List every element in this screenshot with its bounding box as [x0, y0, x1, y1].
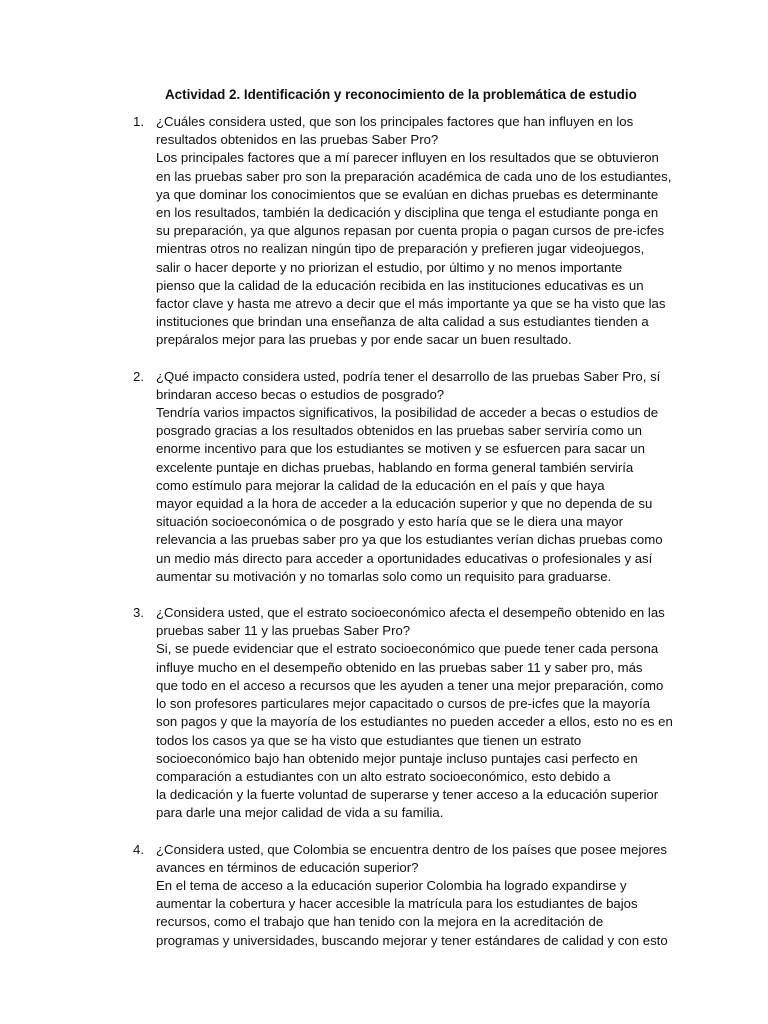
answer-text-line: comparación a estudiantes con un alto estrato socioeconómico, esto debido a — [156, 768, 611, 784]
answer-text-line: la dedicación y la fuerte voluntad de superarse y tener acceso a la educación superior — [156, 787, 659, 803]
answer-text-line: socioeconómico bajo han obtenido mejor puntaje incluso puntajes casi perfecto en — [156, 750, 638, 766]
question-item — [133, 841, 673, 950]
question-item — [133, 113, 673, 350]
answer-text-line: pienso que la calidad de la educación recibida en las instituciones educativas es un — [156, 277, 644, 293]
answer-text-line: son pagos y que la mayoría de los estudiantes no pueden acceder a ellos, esto no es en — [156, 714, 673, 730]
answer-text-line: excelente puntaje en dichas pruebas, hablando en forma general también serviría — [156, 459, 634, 475]
question-number: 2. — [133, 368, 144, 384]
answer-text-line: aumentar su motivación y no tomarlas solo como un requisito para graduarse. — [156, 568, 612, 584]
answer-text-line: un medio más directo para acceder a oportunidades educativas o profesionales y así — [156, 550, 653, 566]
answer-text-line: prepáralos mejor para las pruebas y por ende sacar un buen resultado. — [156, 332, 572, 348]
answer-text-line: situación socioeconómica o de posgrado y esto haría que se le diera una mayor — [156, 514, 623, 530]
answer-text-line: aumentar la cobertura y hacer accesible la matrícula para los estudiantes de bajos — [156, 896, 638, 912]
question-item — [133, 368, 673, 586]
paragraph-gap — [133, 350, 673, 368]
question-text-line: resultados obtenidos en las pruebas Saber Pro? — [156, 132, 439, 148]
answer-text-line: recursos, como el trabajo que han tenido con la mejora en la acreditación de — [156, 914, 604, 930]
answer-text-line: en las pruebas saber pro son la preparación académica de cada uno de los estudiantes, — [156, 168, 672, 184]
answer-text-line: todos los casos ya que se ha visto que estudiantes que tienen un estrato — [156, 732, 582, 748]
answer-text-line: posgrado gracias a los resultados obtenidos en las pruebas saber serviría como un — [156, 423, 643, 439]
answer-text-line: salir o hacer deporte y no priorizan el estudio, por último y no menos importante — [156, 259, 623, 275]
document-title: Actividad 2. Identificación y reconocimiento de la problemática de estudio — [165, 87, 637, 102]
answer-text-line: Los principales factores que a mí parecer influyen en los resultados que se obtuvieron — [156, 150, 659, 166]
question-text-line: ¿Considera usted, que el estrato socioeconómico afecta el desempeño obtenido en las — [156, 605, 665, 621]
question-number: 4. — [133, 841, 144, 857]
answer-text-line: que todo en el acceso a recursos que les ayuden a tener una mejor preparación, como — [156, 677, 664, 693]
paragraph-gap — [133, 823, 673, 841]
question-list — [133, 113, 673, 950]
question-number: 1. — [133, 114, 144, 129]
question-text-line: brindaran acceso becas o estudios de posgrado? — [156, 386, 445, 402]
answer-text-line: como estímulo para mejorar la calidad de la educación en el país y que haya — [156, 477, 605, 493]
question-text-line: avances en términos de educación superior? — [156, 859, 419, 875]
question-number: 3. — [133, 605, 144, 621]
answer-text-line: enorme incentivo para que los estudiantes se motiven y se esfuercen para sacar un — [156, 441, 645, 457]
question-text-line: ¿Cuáles considera usted, que son los principales factores que han influyen en los — [156, 114, 634, 129]
answer-text-line: mayor equidad a la hora de acceder a la educación superior y que no dependa de su — [156, 496, 653, 512]
answer-text-line: para darle una mejor calidad de vida a su familia. — [156, 805, 444, 821]
answer-text-line: ya que dominar los conocimientos que se evalúan en dichas pruebas es determinante — [156, 186, 659, 202]
question-item — [133, 604, 673, 822]
answer-text-line: Tendría varios impactos significativos, la posibilidad de acceder a becas o estudios de — [156, 405, 659, 421]
answer-text-line: en los resultados, también la dedicación y disciplina que tenga el estudiante ponga en — [156, 205, 659, 221]
answer-text-line: su preparación, ya que algunos repasan por cuenta propia o pagan cursos de pre-icfes — [156, 223, 665, 239]
question-text-line: ¿Considera usted, que Colombia se encuentra dentro de los países que posee mejores — [156, 841, 667, 857]
answer-text-line: factor clave y hasta me atrevo a decir que el más importante ya que se ha visto que las — [156, 296, 666, 312]
answer-text-line: instituciones que brindan una enseñanza de alta calidad a sus estudiantes tienden a — [156, 314, 649, 330]
answer-text-line: Si, se puede evidenciar que el estrato socioeconómico que puede tener cada persona — [156, 641, 659, 657]
question-text-line: ¿Qué impacto considera usted, podría tener el desarrollo de las pruebas Saber Pro, sí — [156, 368, 661, 384]
answer-text-line: mientras otros no realizan ningún tipo de preparación y prefieren jugar videojuegos, — [156, 241, 645, 257]
answer-text-line: relevancia a las pruebas saber pro ya que los estudiantes verían dichas pruebas como — [156, 532, 663, 548]
question-text-line: pruebas saber 11 y las pruebas Saber Pro? — [156, 623, 411, 639]
answer-text-line: programas y universidades, buscando mejorar y tener estándares de calidad y con esto — [156, 932, 668, 948]
answer-text-line: lo son profesores particulares mejor capacitado o cursos de pre-icfes que la mayoría — [156, 696, 651, 712]
answer-text-line: En el tema de acceso a la educación superior Colombia ha logrado expandirse y — [156, 877, 627, 893]
answer-text-line: influye mucho en el desempeño obtenido en las pruebas saber 11 y saber pro, más — [156, 659, 643, 675]
paragraph-gap — [133, 586, 673, 604]
